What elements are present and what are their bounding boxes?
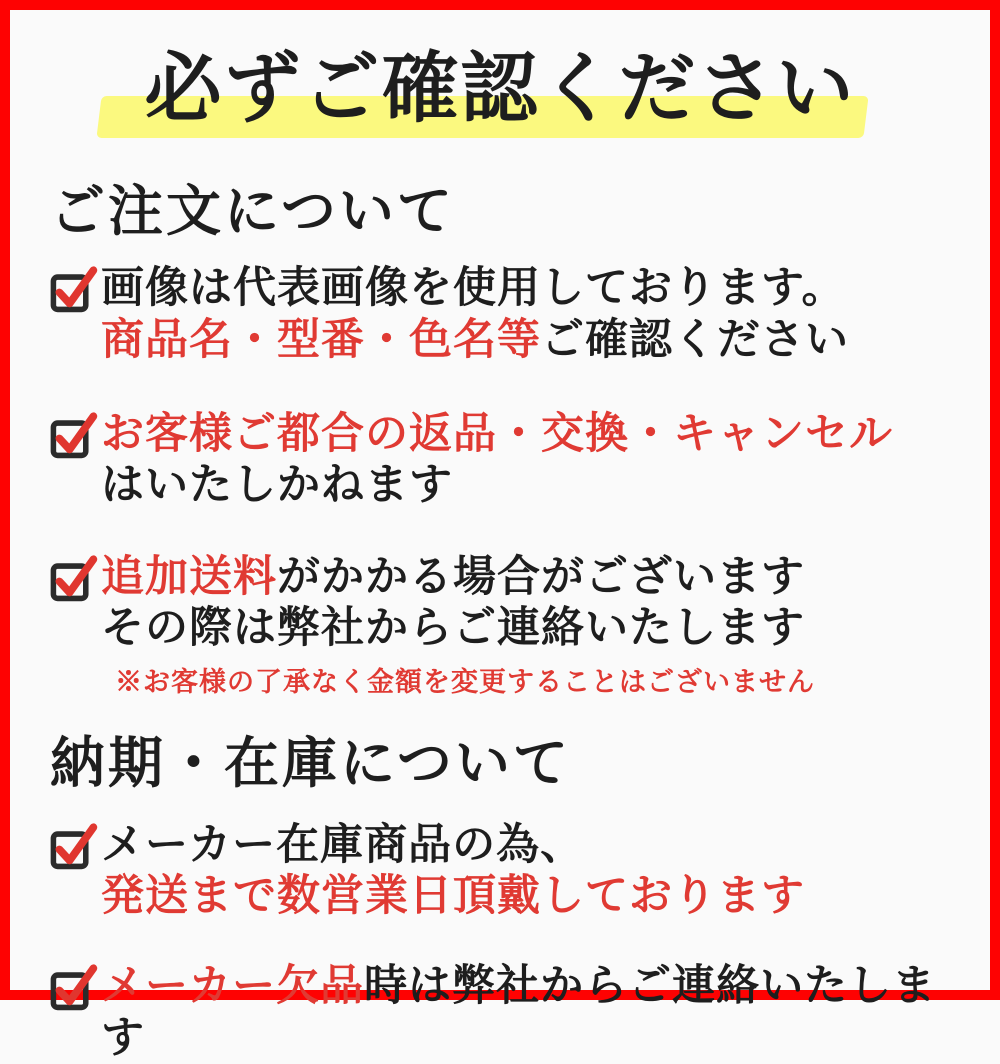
item-segment: ご確認ください [541,314,849,365]
section-orders-heading: ご注文について [50,177,455,243]
checkbox-checked-icon [50,959,96,1015]
list-item [50,552,950,700]
checkbox-checked-icon [50,261,96,317]
page-title [145,44,856,135]
page-title-text: 必ずご確認ください [144,44,856,134]
item-line [101,871,805,923]
checkbox-checked-icon [50,407,96,463]
section-delivery-heading: 納期・在庫について [50,730,571,796]
checkbox-checked-icon [50,818,96,874]
notice-content [10,177,990,1064]
item-line [101,603,815,655]
list-item [50,409,950,512]
item-segment: 画像は代表画像を使用しております。 [101,263,846,314]
item-text [101,961,950,1064]
list-item [50,263,950,366]
item-line [101,552,815,604]
item-footnote: ※お客様の了承なく金額を変更することはございません [115,666,815,698]
item-segment-emphasis: 発送まで数営業日頂戴しております [101,871,805,922]
item-segment-emphasis: お客様ご都合の返品・交換・キャンセル [101,408,893,459]
page-title-block [10,44,990,135]
item-line [101,460,893,512]
item-line [101,315,849,367]
item-text [101,263,849,366]
item-line [101,961,950,1064]
item-segment: はいたしかねます [101,460,453,511]
item-segment-emphasis: 商品名・型番・色名等 [101,314,541,365]
item-segment: 時は弊社からご連絡いたします [101,961,937,1063]
item-line [101,820,805,872]
item-text [101,552,815,700]
item-segment-emphasis: メーカー欠品 [101,961,365,1011]
item-segment: メーカー在庫商品の為、 [101,819,585,870]
item-segment: その際は弊社からご連絡いたします [101,603,805,654]
item-segment-emphasis: 追加送料 [101,551,277,602]
item-text [101,820,805,923]
section-orders [50,177,950,699]
list-item [50,820,950,923]
checkbox-checked-icon [50,550,96,606]
item-text [101,409,893,512]
item-segment: がかかる場合がございます [277,551,805,602]
list-item [50,961,950,1064]
item-line [101,409,893,461]
section-delivery-stock [50,730,950,1064]
item-line [101,263,849,315]
